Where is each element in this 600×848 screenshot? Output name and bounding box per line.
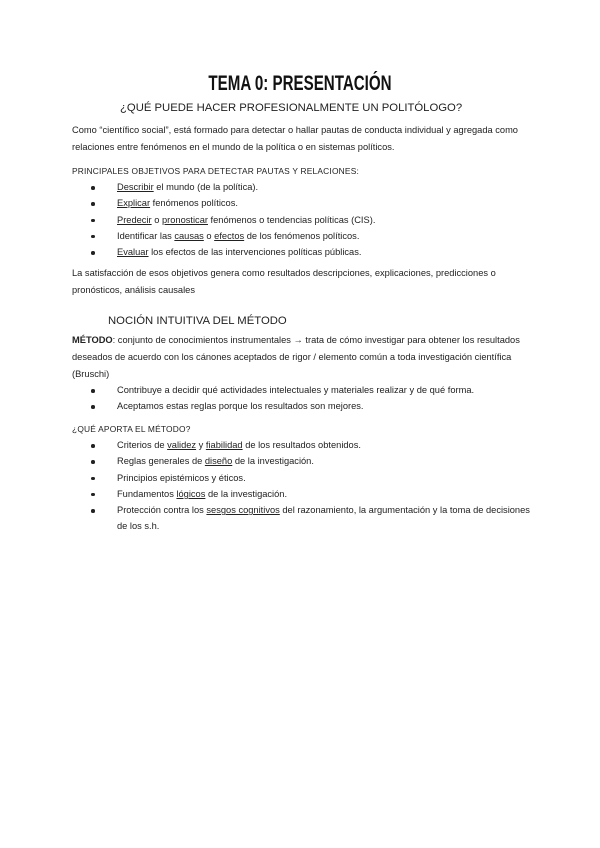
definition-text: : conjunto de conocimientos instrumentales → trata de cómo investigar para obtener los resultados deseados de acuerdo con los cánones aceptados de rigor / elemento común a toda investigación científica (Bruschi)	[72, 335, 520, 379]
conclusion-paragraph: La satisfacción de esos objetivos genera como resultados descripciones, explicaciones, predicciones o pronósticos, análisis causales	[72, 268, 496, 295]
list-item-text: Protección contra los	[117, 505, 207, 516]
list-item-text: fenómenos o tendencias políticas (CIS).	[207, 214, 376, 225]
list-item-text: o	[151, 214, 162, 225]
list-item-text: Fundamentos	[117, 488, 177, 499]
list-item	[72, 502, 532, 535]
definition-paragraph	[72, 332, 532, 383]
section-heading-metodo: NOCIÓN INTUITIVA DEL MÉTODO	[108, 315, 287, 327]
list-item-text: de los fenómenos políticos.	[244, 230, 360, 241]
underlined-term: fiabilidad	[205, 440, 243, 450]
method-points-list	[72, 382, 532, 415]
list-item	[72, 470, 532, 486]
section-heading-politologo: ¿QUÉ PUEDE HACER PROFESIONALMENTE UN POLITÓLOGO?	[120, 102, 463, 114]
underlined-term: efectos	[214, 230, 245, 241]
contributions-label: ¿QUÉ APORTA EL MÉTODO?	[72, 424, 191, 434]
underlined-term: Describir	[117, 182, 154, 192]
objectives-list	[72, 179, 532, 260]
underlined-term: lógicos	[176, 488, 206, 499]
list-item	[72, 179, 532, 195]
page-title: TEMA 0: PRESENTACIÓN	[208, 72, 392, 95]
list-item	[72, 398, 532, 414]
definition-term: MÉTODO	[72, 335, 113, 345]
underlined-term: validez	[167, 440, 197, 450]
list-item	[72, 453, 532, 469]
list-item-text: los efectos de las intervenciones políticas públicas.	[148, 247, 362, 258]
underlined-term: sesgos cognitivos	[206, 505, 280, 516]
contributions-list	[72, 437, 532, 535]
underlined-term: Evaluar	[117, 247, 149, 258]
list-item-text: Principios epistémicos y éticos.	[117, 472, 246, 483]
underlined-term: Predecir	[117, 214, 152, 225]
list-item-text: Criterios de	[117, 440, 168, 450]
list-item-text: Contribuye a decidir qué actividades intelectuales y materiales realizar y de qué forma.	[117, 385, 475, 395]
list-item-text: el mundo (de la política).	[153, 182, 259, 192]
list-item-text: o	[203, 230, 215, 241]
underlined-term: Explicar	[117, 198, 151, 209]
objectives-label: PRINCIPALES OBJETIVOS PARA DETECTAR PAUTAS Y RELACIONES:	[72, 166, 360, 176]
list-item	[72, 195, 532, 211]
underlined-term: diseño	[204, 456, 233, 467]
list-item	[72, 437, 532, 453]
list-item-text: de la investigación.	[232, 456, 314, 467]
list-item-text: de los resultados obtenidos.	[242, 440, 361, 450]
list-item-text: Reglas generales de	[117, 456, 205, 467]
list-item	[72, 228, 532, 244]
list-item-text: fenómenos políticos.	[150, 198, 238, 209]
intro-paragraph: Como “científico social”, está formado para detectar o hallar pautas de conducta individual y agregada como relaciones entre fenómenos en el mundo de la política o en sistemas políticos.	[72, 125, 518, 152]
list-item-text: Identificar las	[117, 230, 175, 241]
list-item	[72, 244, 532, 260]
list-item-text: de la investigación.	[205, 488, 288, 499]
list-item	[72, 382, 532, 398]
list-item-text: y	[196, 440, 206, 450]
underlined-term: pronosticar	[161, 214, 208, 225]
list-item	[72, 486, 532, 502]
list-item-text: del razonamiento, la argumentación y la toma de decisiones de los s.h.	[117, 505, 530, 532]
list-item	[72, 212, 532, 228]
list-item-text: Aceptamos estas reglas porque los resultados son mejores.	[117, 401, 364, 412]
underlined-term: causas	[174, 230, 204, 241]
